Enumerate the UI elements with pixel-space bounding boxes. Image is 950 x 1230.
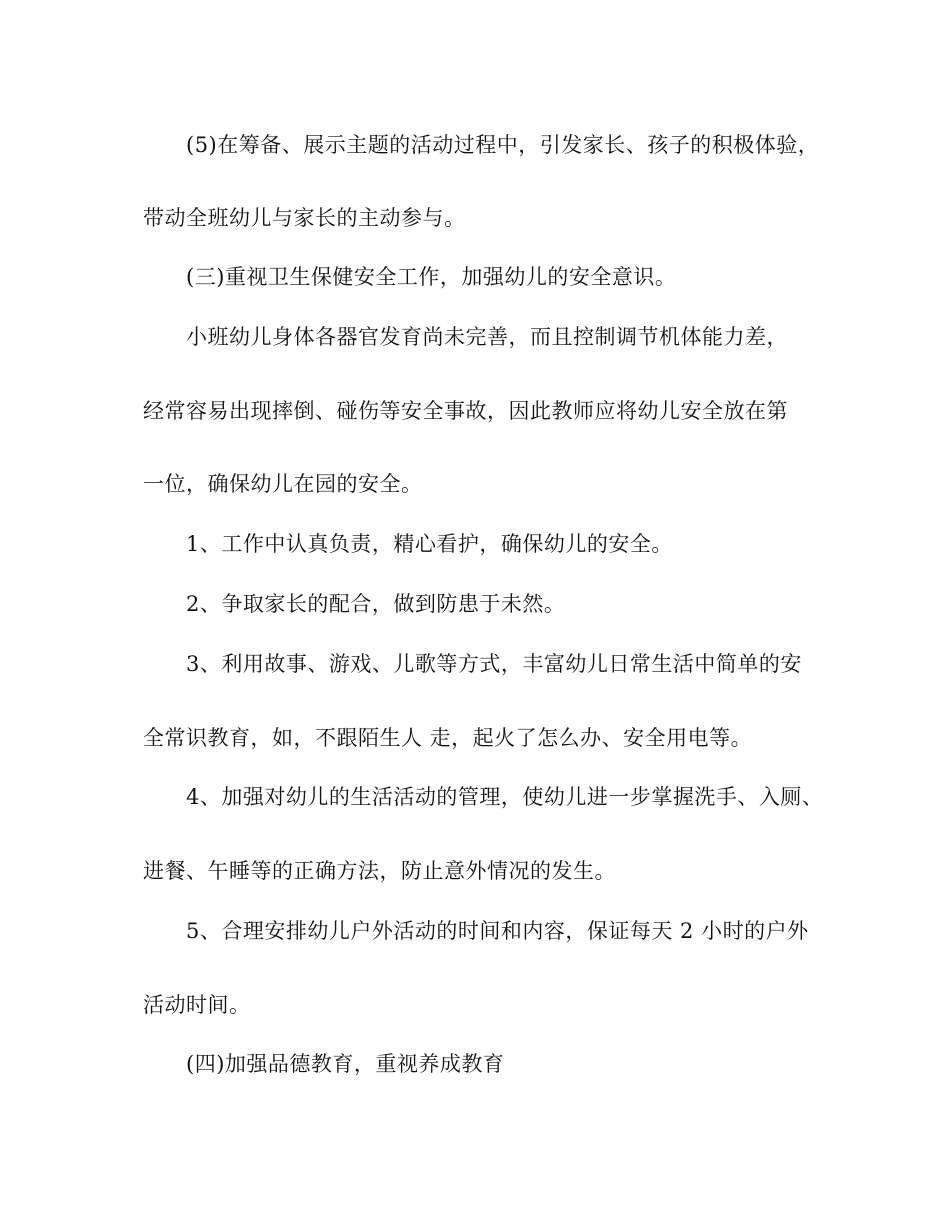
paragraph-line: 带动全班幼儿与家长的主动参与。: [143, 206, 466, 230]
paragraph-line: 小班幼儿身体各器官发育尚未完善，而且控制调节机体能力差，: [186, 325, 788, 349]
list-item: 4、加强对幼儿的生活活动的管理，使幼儿进一步掌握洗手、入厕、: [186, 785, 824, 809]
paragraph-line: 全常识教育，如，不跟陌生人 走，起火了怎么办、安全用电等。: [143, 726, 753, 750]
paragraph-line: 活动时间。: [143, 993, 251, 1017]
list-item: 5、合理安排幼儿户外活动的时间和内容，保证每天 2 小时的户外: [186, 919, 809, 943]
paragraph-line: 进餐、午睡等的正确方法，防止意外情况的发生。: [143, 859, 616, 883]
paragraph-line: (5)在筹备、展示主题的活动过程中，引发家长、孩子的积极体验，: [186, 133, 820, 157]
list-item: 2、争取家长的配合，做到防患于未然。: [186, 592, 566, 616]
list-item: 1、工作中认真负责，精心看护，确保幼儿的安全。: [186, 532, 673, 556]
section-heading: (四)加强品德教育，重视养成教育: [186, 1052, 505, 1076]
paragraph-line: 经常容易出现摔倒、碰伤等安全事故，因此教师应将幼儿安全放在第: [143, 399, 788, 423]
list-item: 3、利用故事、游戏、儿歌等方式，丰富幼儿日常生活中简单的安: [186, 652, 802, 676]
section-heading: (三)重视卫生保健安全工作，加强幼儿的安全意识。: [186, 265, 677, 289]
paragraph-line: 一位，确保幼儿在园的安全。: [143, 472, 423, 496]
